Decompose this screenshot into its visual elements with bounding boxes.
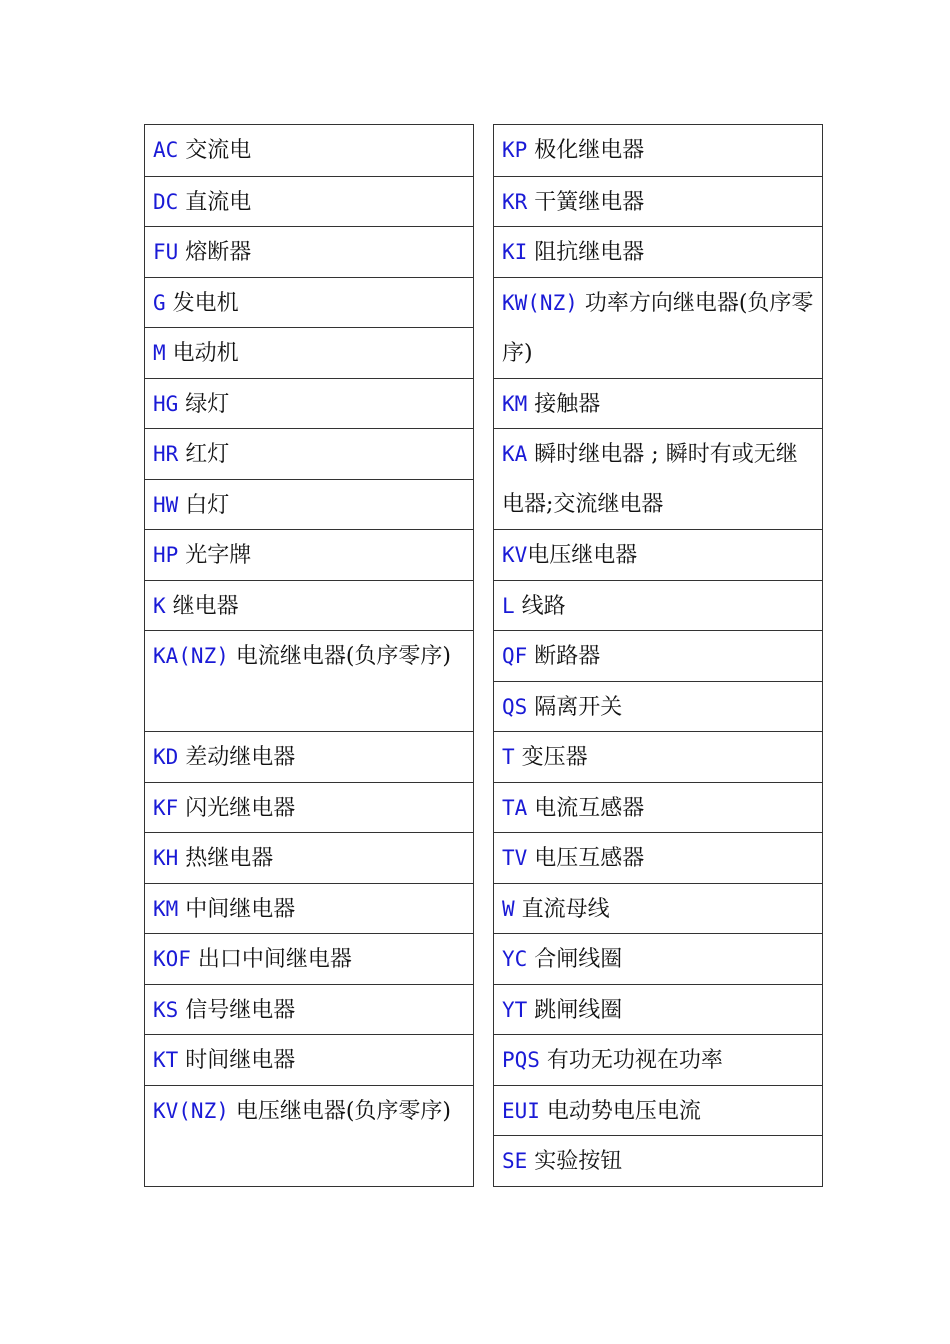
table-row (494, 226, 822, 277)
symbol-description: 信号继电器 (178, 997, 296, 1023)
symbol-code: YT (502, 997, 528, 1022)
symbol-code: KI (502, 240, 528, 264)
symbol-code: EUI (502, 1098, 540, 1123)
symbol-description: 电压互感器 (527, 846, 645, 871)
symbol-code: AC (153, 138, 179, 162)
symbol-description: 直流电 (178, 189, 252, 215)
table-row (145, 1034, 473, 1085)
symbol-code: KD (153, 745, 179, 769)
symbol-description: 电压继电器 (527, 543, 638, 568)
table-row (145, 327, 473, 378)
table-row (494, 1135, 822, 1186)
table-row (145, 883, 473, 934)
symbol-description: 电流互感器 (527, 795, 645, 821)
symbol-code: QS (502, 694, 528, 719)
table-row (145, 782, 473, 833)
symbol-code: QF (502, 644, 528, 668)
symbol-description: 线路 (514, 593, 566, 619)
symbol-code: KV(NZ) (153, 1098, 229, 1123)
symbol-code: KM (153, 896, 179, 921)
table-row (494, 984, 822, 1035)
symbol-code: M (153, 341, 166, 365)
symbol-code: HW (153, 492, 179, 517)
symbol-description: 合闸线圈 (527, 947, 623, 972)
symbol-code: PQS (502, 1048, 540, 1072)
symbol-description: 有功无功视在功率 (539, 1048, 723, 1073)
left-symbol-table (144, 124, 474, 1187)
table-row (494, 1034, 822, 1085)
symbol-code: KV (502, 543, 528, 567)
table-row (145, 479, 473, 530)
table-row (494, 832, 822, 883)
symbol-code: KH (153, 846, 179, 870)
table-row (145, 378, 473, 429)
symbol-description: 跳闸线圈 (527, 997, 623, 1023)
symbol-code: W (502, 896, 515, 921)
table-row (494, 681, 822, 732)
symbol-code: KP (502, 138, 528, 162)
symbol-description: 功率方向继电器(负序零序) (502, 290, 814, 366)
symbol-description: 热继电器 (178, 846, 274, 871)
table-row (494, 782, 822, 833)
symbol-description: 时间继电器 (178, 1048, 296, 1073)
symbol-description: 变压器 (514, 745, 588, 770)
symbol-code: TV (502, 846, 528, 870)
symbol-description: 断路器 (527, 644, 601, 669)
symbol-code: TA (502, 795, 528, 820)
symbol-code: KOF (153, 947, 191, 971)
table-row (145, 630, 473, 731)
table-row (145, 226, 473, 277)
table-row (145, 580, 473, 631)
symbol-code: KF (153, 795, 179, 820)
symbol-code: L (502, 593, 515, 618)
table-row (145, 731, 473, 782)
table-row (494, 883, 822, 934)
symbol-description: 熔断器 (178, 240, 252, 265)
symbol-description: 隔离开关 (527, 694, 623, 720)
symbol-code: KA(NZ) (153, 644, 229, 668)
table-row (494, 125, 822, 176)
table-row (494, 176, 822, 227)
symbol-code: HR (153, 442, 179, 466)
right-symbol-table (493, 124, 823, 1187)
symbol-code: KS (153, 997, 179, 1022)
symbol-description: 发电机 (165, 290, 239, 316)
symbol-code: G (153, 290, 166, 315)
table-row (494, 731, 822, 782)
symbol-code: K (153, 593, 166, 618)
symbol-description: 瞬时继电器 ; 瞬时有或无继电器;交流继电器 (502, 442, 798, 517)
table-row (145, 176, 473, 227)
table-row (145, 933, 473, 984)
table-row (494, 378, 822, 429)
symbol-description: 电动势电压电流 (539, 1098, 701, 1124)
table-row (494, 428, 822, 529)
table-row (145, 984, 473, 1035)
symbol-description: 绿灯 (178, 391, 230, 417)
symbol-description: 电流继电器(负序零序) (228, 644, 452, 669)
symbol-code: HG (153, 391, 179, 416)
table-row (145, 428, 473, 479)
symbol-description: 差动继电器 (178, 745, 296, 770)
symbol-description: 出口中间继电器 (190, 947, 352, 972)
symbol-code: KM (502, 391, 528, 416)
symbol-description: 闪光继电器 (178, 795, 296, 821)
symbol-description: 电压继电器(负序零序) (228, 1098, 452, 1124)
symbol-code: KA (502, 442, 528, 466)
symbol-description: 直流母线 (514, 896, 610, 922)
table-row (494, 580, 822, 631)
symbol-description: 中间继电器 (178, 896, 296, 922)
symbol-description: 红灯 (178, 442, 230, 467)
symbol-description: 白灯 (178, 492, 230, 518)
symbol-code: KR (502, 189, 528, 214)
table-row (494, 933, 822, 984)
symbol-code: KT (153, 1048, 179, 1072)
symbol-code: YC (502, 947, 528, 971)
symbol-description: 光字牌 (178, 543, 252, 568)
symbol-description: 干簧继电器 (527, 189, 645, 215)
symbol-description: 接触器 (527, 391, 601, 417)
symbol-description: 继电器 (165, 593, 239, 619)
table-row (145, 529, 473, 580)
table-row (145, 1085, 473, 1186)
symbol-description: 实验按钮 (527, 1149, 623, 1174)
symbol-code: HP (153, 543, 179, 567)
table-row (494, 277, 822, 378)
table-row (145, 832, 473, 883)
table-row (145, 277, 473, 328)
symbol-description: 电动机 (165, 341, 239, 366)
symbol-code: KW(NZ) (502, 290, 578, 315)
symbol-code: DC (153, 189, 179, 214)
symbol-description: 极化继电器 (527, 138, 645, 163)
table-row (494, 630, 822, 681)
symbol-description: 阻抗继电器 (527, 240, 645, 265)
table-row (494, 529, 822, 580)
symbol-code: SE (502, 1149, 528, 1173)
symbol-code: T (502, 745, 515, 769)
table-row (145, 125, 473, 176)
table-row (494, 1085, 822, 1136)
symbol-description: 交流电 (178, 138, 252, 163)
symbol-code: FU (153, 240, 179, 264)
